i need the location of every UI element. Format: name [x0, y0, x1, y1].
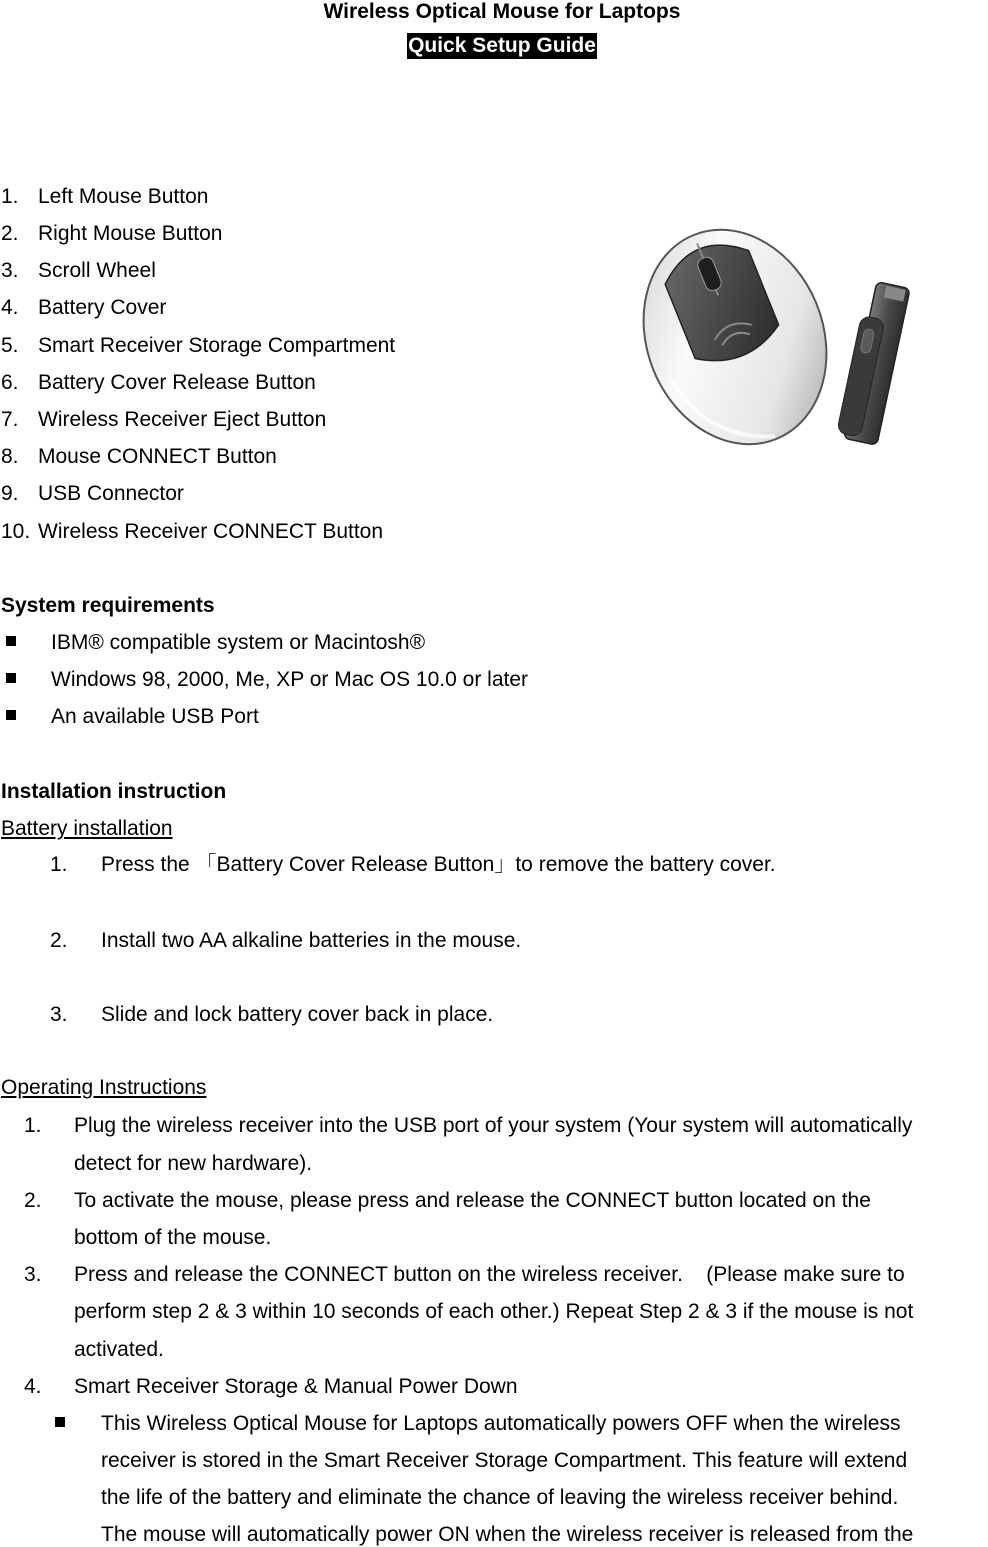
part-label: Battery Cover Release Button — [38, 371, 316, 394]
part-number: 2. — [1, 222, 19, 245]
part-number: 1. — [1, 185, 19, 208]
document-title: Wireless Optical Mouse for Laptops — [323, 0, 681, 23]
part-label: Mouse CONNECT Button — [38, 445, 277, 468]
step-number: 3. — [24, 1263, 42, 1286]
part-label: Smart Receiver Storage Compartment — [38, 334, 396, 357]
note-line: The mouse will automatically power ON when the wireless receiver is released from the — [101, 1523, 914, 1546]
step-text-line: To activate the mouse, please press and release the CONNECT button located on the — [74, 1189, 871, 1212]
part-number: 8. — [1, 445, 19, 468]
mouse-body — [630, 222, 858, 458]
step-number: 1. — [24, 1114, 42, 1137]
part-label: Battery Cover — [38, 296, 167, 319]
document-subtitle: Quick Setup Guide — [408, 34, 596, 57]
part-number: 4. — [1, 296, 19, 319]
step-text-line: bottom of the mouse. — [74, 1226, 272, 1249]
step-text-line: activated. — [74, 1338, 164, 1361]
step-text-line: detect for new hardware). — [74, 1152, 313, 1175]
requirement-item: An available USB Port — [51, 705, 259, 728]
square-bullet-icon — [55, 1417, 65, 1427]
square-bullet-icon — [6, 636, 16, 646]
battery-installation-heading: Battery installation — [1, 817, 173, 840]
part-number: 5. — [1, 334, 19, 357]
step-number: 2. — [24, 1189, 42, 1212]
note-line: the life of the battery and eliminate the chance of leaving the wireless receiver behind. — [101, 1486, 899, 1509]
step-text-line: Press and release the CONNECT button on the wireless receiver. (Please make sure to — [74, 1263, 905, 1286]
part-label: Wireless Receiver CONNECT Button — [38, 520, 384, 543]
wireless-receiver — [836, 280, 910, 445]
part-label: Left Mouse Button — [38, 185, 209, 208]
part-label: USB Connector — [38, 482, 184, 505]
square-bullet-icon — [6, 673, 16, 683]
step-number: 4. — [24, 1375, 42, 1398]
step-number: 3. — [50, 1003, 68, 1026]
part-label: Wireless Receiver Eject Button — [38, 408, 327, 431]
square-bullet-icon — [6, 710, 16, 720]
step-text: Press the 「Battery Cover Release Button」to remove the battery cover. — [101, 853, 776, 876]
part-number: 6. — [1, 371, 19, 394]
part-label: Scroll Wheel — [38, 259, 156, 282]
subtitle-wrap — [0, 33, 988, 59]
requirement-item: IBM® compatible system or Macintosh® — [51, 631, 426, 654]
note-line: This Wireless Optical Mouse for Laptops automatically powers OFF when the wireless — [101, 1412, 901, 1435]
part-number: 10. — [1, 520, 31, 543]
part-number: 3. — [1, 259, 19, 282]
step-text: Slide and lock battery cover back in place. — [101, 1003, 494, 1026]
note-line: receiver is stored in the Smart Receiver Storage Compartment. This feature will extend — [101, 1449, 908, 1472]
part-number: 9. — [1, 482, 19, 505]
step-text-line: Plug the wireless receiver into the USB port of your system (Your system will automatically — [74, 1114, 913, 1137]
operating-instructions-heading: Operating Instructions — [1, 1076, 207, 1099]
step-text-line: perform step 2 & 3 within 10 seconds of each other.) Repeat Step 2 & 3 if the mouse is not — [74, 1300, 914, 1323]
mouse-product-illustration — [630, 222, 910, 458]
step-text-line: Smart Receiver Storage & Manual Power Down — [74, 1375, 518, 1398]
step-text: Install two AA alkaline batteries in the mouse. — [101, 929, 522, 952]
requirement-item: Windows 98, 2000, Me, XP or Mac OS 10.0 or later — [51, 668, 529, 691]
step-number: 2. — [50, 929, 68, 952]
installation-heading: Installation instruction — [1, 780, 227, 803]
part-label: Right Mouse Button — [38, 222, 223, 245]
system-requirements-heading: System requirements — [1, 594, 215, 617]
part-number: 7. — [1, 408, 19, 431]
step-number: 1. — [50, 853, 68, 876]
